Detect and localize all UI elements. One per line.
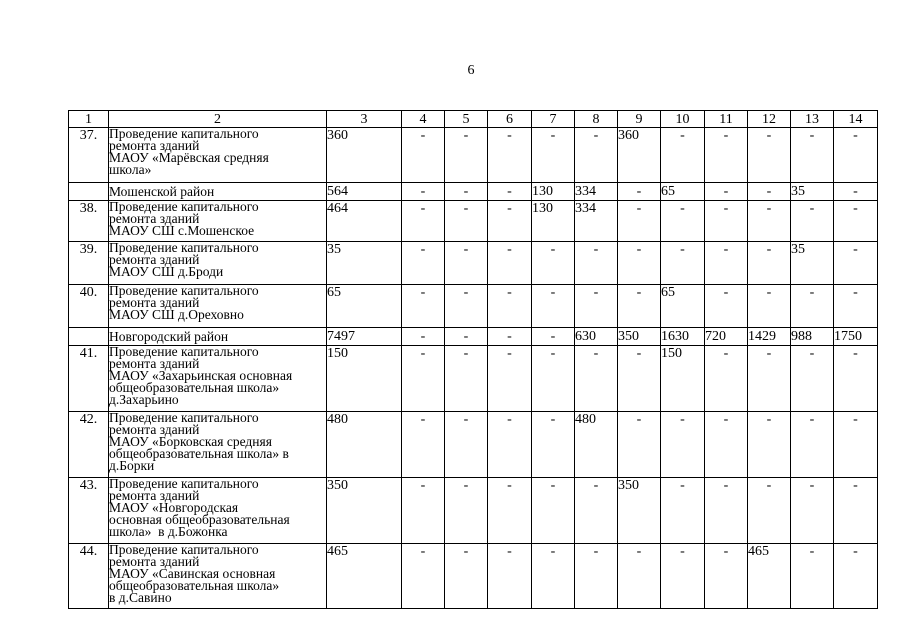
value-col-13: - [791, 412, 834, 478]
table-row [69, 128, 878, 183]
value-col-6: - [488, 328, 532, 346]
value-col-9: - [618, 285, 661, 328]
work-description [109, 201, 327, 242]
value-col-5: - [445, 201, 488, 242]
value-col-8: - [575, 346, 618, 412]
value-col-14: - [834, 242, 878, 285]
value-col-6: - [488, 242, 532, 285]
value-col-11: - [705, 544, 748, 609]
page-number: 6 [467, 63, 475, 78]
value-col-3: 360 [327, 128, 402, 183]
description-line: Проведение капитального [109, 284, 259, 298]
description-line: МАОУ «Борковская средняя [109, 434, 272, 449]
table-row [69, 544, 878, 609]
column-header-6: 6 [488, 111, 532, 128]
value-col-3: 480 [327, 412, 402, 478]
column-header-10: 10 [661, 111, 705, 128]
value-col-7: 130 [532, 183, 575, 201]
value-col-8: - [575, 285, 618, 328]
column-header-12: 12 [748, 111, 791, 128]
value-col-13: - [791, 201, 834, 242]
value-col-4: - [402, 201, 445, 242]
value-col-3: 35 [327, 242, 402, 285]
work-description [109, 544, 327, 609]
value-col-6: - [488, 346, 532, 412]
description-line: МАОУ СШ д.Броди [109, 264, 224, 279]
description-line: ремонта зданий [109, 356, 200, 371]
value-col-13: - [791, 128, 834, 183]
description-line: ремонта зданий [109, 488, 200, 503]
column-header-1: 1 [69, 111, 109, 128]
value-col-7: 130 [532, 201, 575, 242]
row-number: 38. [69, 201, 109, 242]
description-line: МАОУ СШ д.Ореховно [109, 307, 244, 322]
description-line: МАОУ «Савинская основная [109, 566, 276, 581]
value-col-9: 350 [618, 328, 661, 346]
value-col-6: - [488, 412, 532, 478]
column-header-2: 2 [109, 111, 327, 128]
description-line: ремонта зданий [109, 422, 200, 437]
value-col-3: 65 [327, 285, 402, 328]
value-col-13: 35 [791, 183, 834, 201]
value-col-5: - [445, 128, 488, 183]
column-header-9: 9 [618, 111, 661, 128]
description-line: школа» в д.Божонка [109, 524, 228, 539]
value-col-11: - [705, 285, 748, 328]
value-col-13: - [791, 346, 834, 412]
description-line: Проведение капитального [109, 127, 259, 141]
value-col-7: - [532, 242, 575, 285]
value-col-13: - [791, 544, 834, 609]
value-col-8: - [575, 242, 618, 285]
row-number: 40. [69, 285, 109, 328]
value-col-5: - [445, 183, 488, 201]
value-col-4: - [402, 128, 445, 183]
description-line: ремонта зданий [109, 295, 200, 310]
row-number [69, 183, 109, 201]
work-description [109, 242, 327, 285]
description-line: МАОУ «Новгородская [109, 500, 239, 515]
description-line: ремонта зданий [109, 211, 200, 226]
value-col-4: - [402, 478, 445, 544]
description-line: общеобразовательная школа» в [109, 446, 289, 461]
value-col-8: - [575, 544, 618, 609]
district-subtotal-row [69, 328, 878, 346]
value-col-8: - [575, 478, 618, 544]
table-row [69, 201, 878, 242]
description-line: Проведение капитального [109, 241, 259, 255]
value-col-5: - [445, 412, 488, 478]
value-col-12: 465 [748, 544, 791, 609]
description-line: общеобразовательная школа» [109, 380, 280, 395]
row-number: 42. [69, 412, 109, 478]
description-line: Проведение капитального [109, 200, 259, 214]
value-col-12: - [748, 128, 791, 183]
description-line: ремонта зданий [109, 138, 200, 153]
value-col-5: - [445, 285, 488, 328]
value-col-10: - [661, 128, 705, 183]
value-col-10: 1630 [661, 328, 705, 346]
table-row [69, 412, 878, 478]
value-col-6: - [488, 285, 532, 328]
value-col-13: - [791, 478, 834, 544]
table-row [69, 285, 878, 328]
value-col-11: - [705, 412, 748, 478]
row-number: 44. [69, 544, 109, 609]
description-line: Мошенской район [109, 184, 215, 199]
row-number [69, 328, 109, 346]
work-description [109, 285, 327, 328]
value-col-8: 334 [575, 183, 618, 201]
district-name [109, 183, 327, 201]
value-col-4: - [402, 544, 445, 609]
value-col-14: - [834, 285, 878, 328]
description-line: Проведение капитального [109, 345, 259, 359]
table-row [69, 346, 878, 412]
value-col-11: - [705, 201, 748, 242]
value-col-11: - [705, 346, 748, 412]
value-col-10: 150 [661, 346, 705, 412]
work-description [109, 412, 327, 478]
value-col-3: 465 [327, 544, 402, 609]
value-col-4: - [402, 412, 445, 478]
value-col-9: - [618, 183, 661, 201]
value-col-5: - [445, 328, 488, 346]
description-line: МАОУ «Марёвская средняя [109, 150, 269, 165]
value-col-8: 334 [575, 201, 618, 242]
column-header-7: 7 [532, 111, 575, 128]
description-line: основная общеобразовательная [109, 512, 290, 527]
value-col-13: - [791, 285, 834, 328]
district-name [109, 328, 327, 346]
value-col-4: - [402, 242, 445, 285]
value-col-14: - [834, 346, 878, 412]
description-line: в д.Савино [109, 590, 172, 605]
value-col-10: - [661, 478, 705, 544]
column-header-5: 5 [445, 111, 488, 128]
value-col-3: 464 [327, 201, 402, 242]
row-number: 41. [69, 346, 109, 412]
value-col-11: 720 [705, 328, 748, 346]
table-row [69, 242, 878, 285]
value-col-12: - [748, 201, 791, 242]
work-description [109, 478, 327, 544]
value-col-7: - [532, 346, 575, 412]
description-line: МАОУ «Захарьинская основная [109, 368, 293, 383]
column-header-14: 14 [834, 111, 878, 128]
value-col-10: - [661, 544, 705, 609]
value-col-14: - [834, 183, 878, 201]
value-col-5: - [445, 478, 488, 544]
value-col-5: - [445, 242, 488, 285]
value-col-9: - [618, 242, 661, 285]
value-col-5: - [445, 346, 488, 412]
description-line: ремонта зданий [109, 252, 200, 267]
value-col-9: - [618, 346, 661, 412]
value-col-6: - [488, 478, 532, 544]
value-col-12: - [748, 242, 791, 285]
value-col-4: - [402, 183, 445, 201]
value-col-3: 350 [327, 478, 402, 544]
value-col-9: - [618, 412, 661, 478]
value-col-7: - [532, 285, 575, 328]
value-col-8: - [575, 128, 618, 183]
value-col-8: 630 [575, 328, 618, 346]
value-col-14: - [834, 128, 878, 183]
description-line: Проведение капитального [109, 477, 259, 491]
value-col-4: - [402, 328, 445, 346]
value-col-9: - [618, 201, 661, 242]
value-col-7: - [532, 478, 575, 544]
value-col-12: - [748, 478, 791, 544]
value-col-11: - [705, 478, 748, 544]
value-col-12: - [748, 285, 791, 328]
description-line: ремонта зданий [109, 554, 200, 569]
row-number: 37. [69, 128, 109, 183]
value-col-10: - [661, 201, 705, 242]
description-line: Новгородский район [109, 329, 229, 344]
description-line: общеобразовательная школа» [109, 578, 280, 593]
value-col-4: - [402, 346, 445, 412]
column-header-4: 4 [402, 111, 445, 128]
value-col-10: - [661, 412, 705, 478]
value-col-14: 1750 [834, 328, 878, 346]
description-line: д.Захарьино [109, 392, 179, 407]
work-description [109, 346, 327, 412]
column-header-11: 11 [705, 111, 748, 128]
value-col-10: 65 [661, 285, 705, 328]
value-col-4: - [402, 285, 445, 328]
value-col-9: - [618, 544, 661, 609]
description-line: МАОУ СШ с.Мошенское [109, 223, 255, 238]
value-col-5: - [445, 544, 488, 609]
table-body [69, 128, 878, 609]
table-row [69, 478, 878, 544]
value-col-6: - [488, 201, 532, 242]
description-line: школа» [109, 162, 152, 177]
header-row [69, 111, 878, 128]
funding-table [68, 110, 878, 609]
value-col-9: 360 [618, 128, 661, 183]
column-header-3: 3 [327, 111, 402, 128]
value-col-10: 65 [661, 183, 705, 201]
value-col-12: - [748, 346, 791, 412]
value-col-6: - [488, 544, 532, 609]
description-line: Проведение капитального [109, 543, 259, 557]
value-col-7: - [532, 412, 575, 478]
description-line: д.Борки [109, 458, 155, 473]
value-col-14: - [834, 412, 878, 478]
value-col-3: 7497 [327, 328, 402, 346]
district-subtotal-row [69, 183, 878, 201]
row-number: 39. [69, 242, 109, 285]
value-col-6: - [488, 183, 532, 201]
work-description [109, 128, 327, 183]
value-col-7: - [532, 544, 575, 609]
value-col-10: - [661, 242, 705, 285]
column-header-8: 8 [575, 111, 618, 128]
value-col-11: - [705, 242, 748, 285]
value-col-3: 150 [327, 346, 402, 412]
value-col-14: - [834, 544, 878, 609]
row-number: 43. [69, 478, 109, 544]
value-col-3: 564 [327, 183, 402, 201]
value-col-13: 35 [791, 242, 834, 285]
value-col-7: - [532, 328, 575, 346]
value-col-12: - [748, 183, 791, 201]
value-col-7: - [532, 128, 575, 183]
value-col-14: - [834, 201, 878, 242]
value-col-9: 350 [618, 478, 661, 544]
value-col-14: - [834, 478, 878, 544]
value-col-11: - [705, 128, 748, 183]
value-col-12: - [748, 412, 791, 478]
value-col-8: 480 [575, 412, 618, 478]
value-col-13: 988 [791, 328, 834, 346]
column-header-13: 13 [791, 111, 834, 128]
value-col-12: 1429 [748, 328, 791, 346]
value-col-6: - [488, 128, 532, 183]
value-col-11: - [705, 183, 748, 201]
description-line: Проведение капитального [109, 411, 259, 425]
